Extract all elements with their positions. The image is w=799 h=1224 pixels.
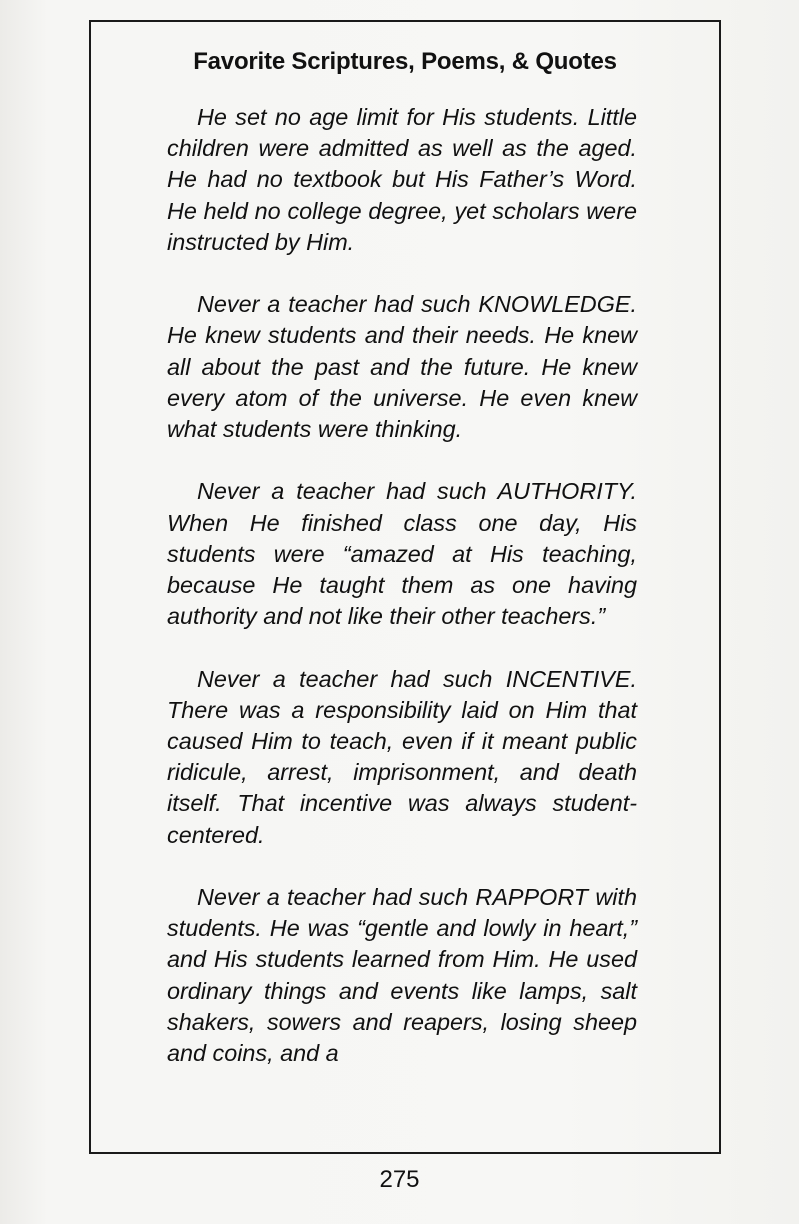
paragraph: He set no age limit for His students. Little children were admitted as well as the aged. He had no textbook but His Father’s Word. He held no college degree, yet scholars were instructed by Him.: [167, 104, 637, 255]
page-number: 275: [379, 1166, 420, 1193]
paragraph: Never a teacher had such KNOWLEDGE. He knew students and their needs. He knew all about the past and the future. He knew every atom of the universe. He even knew what students were thinking.: [167, 291, 637, 443]
paragraph: Never a teacher had such RAPPORT with students. He was “gentle and lowly in heart,” and His students learned from Him. He used ordinary things and events like lamps, salt shakers, sowers and reapers, losing sheep and coins, and a: [167, 884, 637, 1067]
page-heading: Favorite Scriptures, Poems, & Quotes: [193, 48, 617, 75]
text-frame: [89, 20, 721, 1154]
paragraph: Never a teacher had such AUTHORITY. When He finished class one day, His students were “amazed at His teaching, because He taught them as one having authority and not like their other teachers.”: [167, 478, 637, 630]
body-text: [167, 102, 637, 1100]
paragraph: Never a teacher had such INCENTIVE. There was a responsibility laid on Him that caused Him to teach, even if it meant public ridicule, arrest, imprisonment, and death itself. That incentive was always student-centered.: [167, 665, 637, 848]
